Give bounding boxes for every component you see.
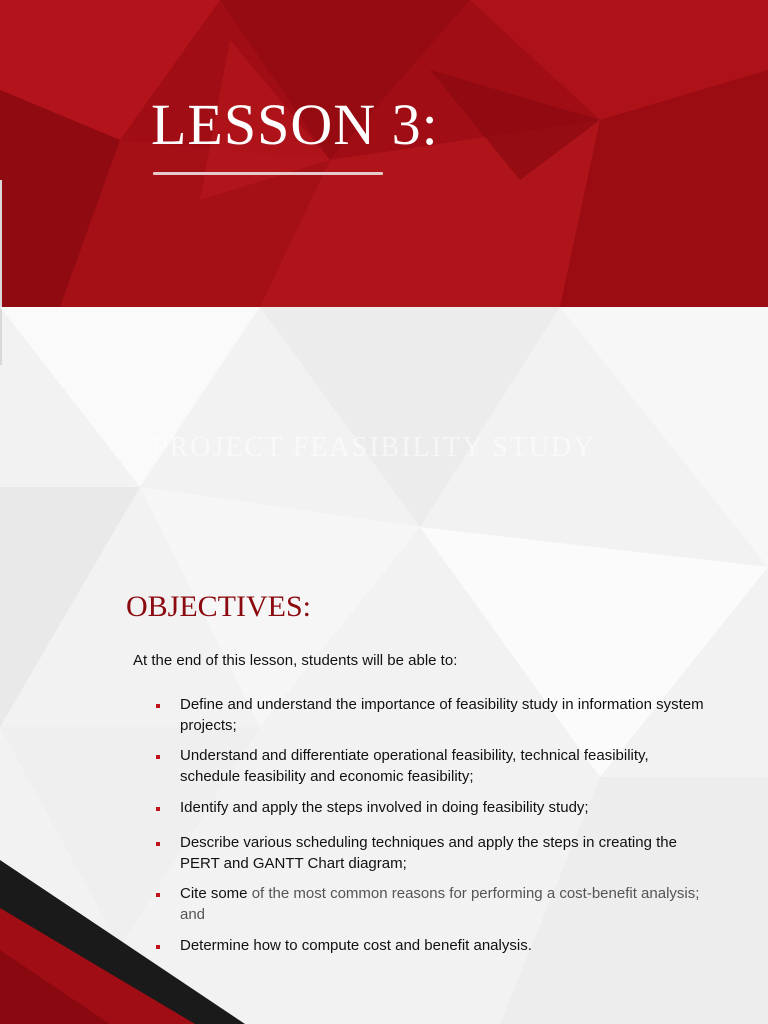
corner-decoration — [0, 860, 260, 1024]
bullet-marker — [156, 704, 160, 708]
objective-item — [180, 798, 710, 819]
faint-subtitle: PROJECT FEASIBILITY STUDY — [152, 432, 596, 463]
objective-item — [180, 746, 710, 787]
bullet-marker — [156, 842, 160, 846]
lesson-title: LESSON 3: — [151, 92, 439, 157]
objective-text: Determine how to compute cost and benefit analysis. — [180, 937, 532, 954]
objective-text-lead: Cite some — [180, 885, 248, 902]
objective-item — [180, 695, 710, 736]
objective-text-rest: of the most common reasons for performing a cost-benefit analysis; and — [180, 885, 700, 923]
title-underline — [153, 172, 383, 175]
objective-text: Identify and apply the steps involved in doing feasibility study; — [180, 799, 589, 816]
bullet-marker — [156, 755, 160, 759]
objective-text: Understand and differentiate operational feasibility, technical feasibility, schedule feasibility and economic feasibility; — [180, 747, 649, 785]
objectives-heading: OBJECTIVES: — [126, 590, 312, 623]
header-banner — [0, 0, 768, 307]
objectives-intro: At the end of this lesson, students will be able to: — [133, 652, 458, 669]
objective-text: Describe various scheduling techniques and apply the steps in creating the PERT and GANTT Chart diagram; — [180, 834, 677, 872]
objective-text: Define and understand the importance of feasibility study in information system projects; — [180, 696, 704, 734]
bullet-marker — [156, 807, 160, 811]
